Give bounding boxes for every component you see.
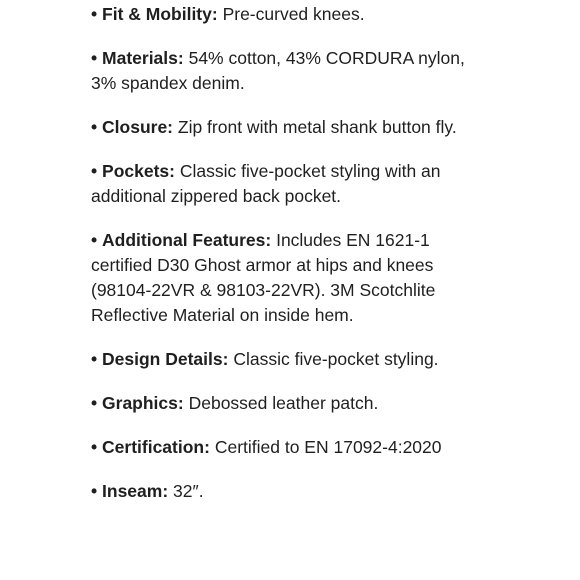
spec-text: Zip front with metal shank button fly. <box>177 117 457 137</box>
spec-label: Fit & Mobility: <box>102 4 218 24</box>
spec-text: Certified to EN 17092-4:2020 <box>214 437 442 457</box>
spec-text: Includes EN 1621-1 certified D30 Ghost armor at hips and knees (98104-22VR & 98103-22VR). 3M Scotchlite Reflective Material on inside hem. <box>91 230 436 325</box>
bullet-icon: • <box>91 4 98 24</box>
spec-list <box>91 2 486 504</box>
bullet-icon: • <box>91 230 98 250</box>
spec-text: 32″. <box>173 481 204 501</box>
bullet-icon: • <box>91 437 98 457</box>
spec-item-pockets <box>91 159 486 209</box>
spec-text: Pre-curved knees. <box>222 4 365 24</box>
spec-text: Classic five-pocket styling. <box>233 349 439 369</box>
spec-label: Certification: <box>102 437 210 457</box>
spec-item-graphics <box>91 391 486 416</box>
spec-label: Inseam: <box>102 481 169 501</box>
spec-label: Materials: <box>102 48 184 68</box>
bullet-icon: • <box>91 481 98 501</box>
bullet-icon: • <box>91 393 98 413</box>
spec-text: Debossed leather patch. <box>188 393 379 413</box>
spec-text: Classic five-pocket styling with an additional zippered back pocket. <box>91 161 441 206</box>
spec-item-materials <box>91 46 486 96</box>
bullet-icon: • <box>91 349 98 369</box>
spec-item-inseam <box>91 479 486 504</box>
spec-label: Design Details: <box>102 349 229 369</box>
bullet-icon: • <box>91 161 98 181</box>
spec-text: 54% cotton, 43% CORDURA nylon, 3% spandex denim. <box>91 48 465 93</box>
spec-item-additional-features <box>91 228 486 328</box>
spec-item-fit-mobility <box>91 2 486 27</box>
spec-label: Closure: <box>102 117 173 137</box>
spec-item-certification <box>91 435 486 460</box>
bullet-icon: • <box>91 117 98 137</box>
spec-label: Additional Features: <box>102 230 272 250</box>
spec-label: Pockets: <box>102 161 175 181</box>
spec-item-closure <box>91 115 486 140</box>
spec-label: Graphics: <box>102 393 184 413</box>
spec-item-design-details <box>91 347 486 372</box>
bullet-icon: • <box>91 48 98 68</box>
